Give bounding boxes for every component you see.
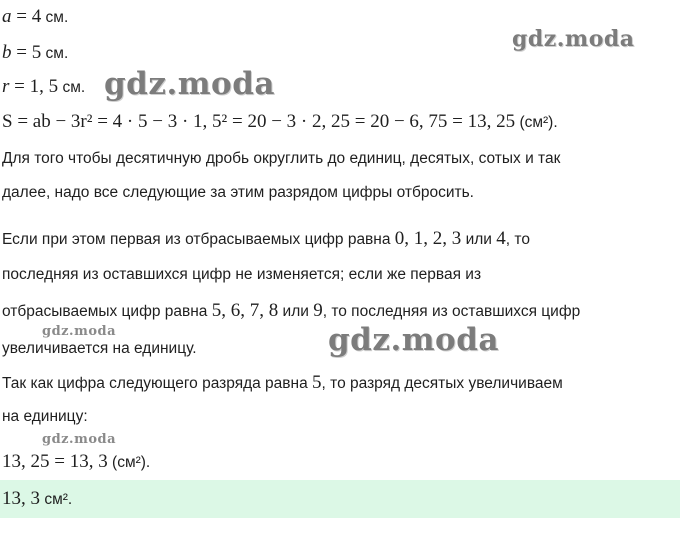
paragraph-text: далее, надо все следующие за этим разрядом цифры отбросить. bbox=[2, 184, 474, 201]
paragraph-text: Если при этом первая из отбрасываемых цифр равна 0, 1, 2, 3 или 4, то bbox=[2, 228, 530, 249]
rounding-result: 13, 25 = 13, 3 (см²). bbox=[2, 451, 151, 472]
paragraph-text: Так как цифра следующего разряда равна 5, то разряд десятых увеличиваем bbox=[2, 372, 563, 393]
watermark-logo: gdz.moda bbox=[104, 66, 275, 102]
answer-text: 13, 3 см². bbox=[2, 488, 73, 509]
paragraph-text: последняя из оставшихся цифр не изменяется; если же первая из bbox=[2, 266, 482, 283]
paragraph-text: на единицу: bbox=[2, 408, 88, 425]
given-r: r = 1, 5 см. bbox=[2, 76, 86, 97]
formula-unit: (см²). bbox=[519, 114, 558, 131]
answer-box bbox=[0, 480, 680, 518]
watermark-logo: gdz.moda bbox=[512, 26, 635, 52]
formula-expression: S = ab − 3r² = 4 · 5 − 3 · 1, 5² = 20 − 3 · 2, 25 = 20 − 6, 75 = 13, 25 bbox=[2, 111, 516, 132]
area-formula bbox=[2, 111, 558, 134]
watermark-logo: gdz.moda bbox=[328, 322, 499, 358]
paragraph-text: отбрасываемых цифр равна 5, 6, 7, 8 или 9, то последняя из оставшихся цифр bbox=[2, 300, 581, 321]
given-a: a = 4 см. bbox=[2, 6, 69, 27]
watermark-logo: gdz.moda bbox=[42, 432, 117, 447]
given-b: b = 5 см. bbox=[2, 42, 69, 63]
paragraph-text: увеличивается на единицу. bbox=[2, 340, 197, 357]
paragraph-text: Для того чтобы десятичную дробь округлить до единиц, десятых, сотых и так bbox=[2, 150, 561, 167]
watermark-logo: gdz.moda bbox=[42, 324, 117, 339]
